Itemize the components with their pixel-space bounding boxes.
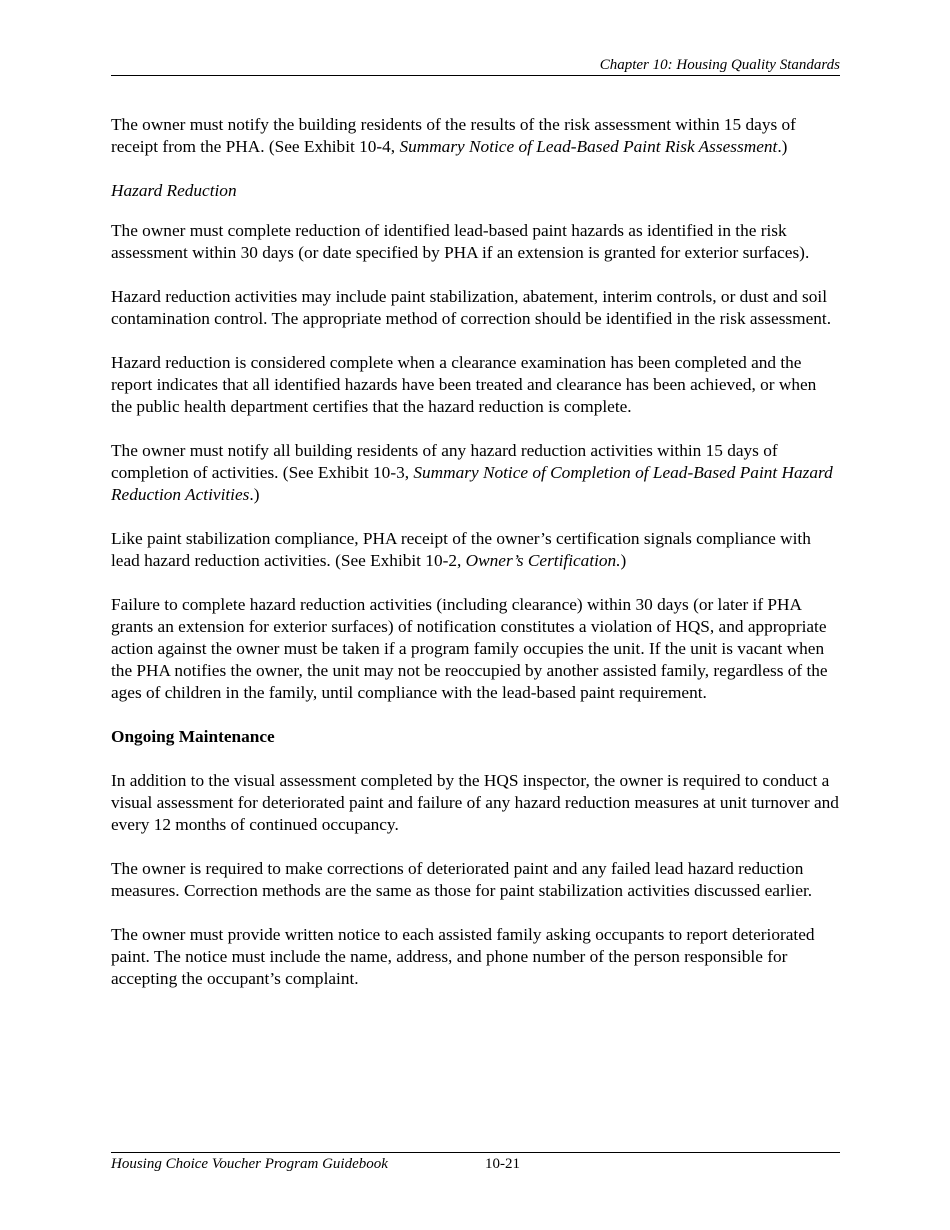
paragraph-corrections: The owner is required to make corrections of deteriorated paint and any failed lead hazard reduction measures. Correction methods are the same as those for paint stabilization activities discussed earlier. <box>111 859 813 900</box>
paragraph-hazard-reduction-deadline: The owner must complete reduction of identified lead-based paint hazards as identified in the risk assessment within 30 days (or date specified by PHA if an extension is granted for exterior surfaces). <box>111 221 810 262</box>
page-number: 10-21 <box>485 1156 520 1172</box>
guidebook-title: Housing Choice Voucher Program Guidebook <box>111 1156 388 1172</box>
exhibit-title: Owner’s Certification. <box>465 551 621 570</box>
paragraph-visual-assessment: In addition to the visual assessment completed by the HQS inspector, the owner is required to conduct a visual assessment for deteriorated paint and failure of any hazard reduction measures at unit turnover and every 12 months of continued occupancy. <box>111 771 839 834</box>
exhibit-title: Summary Notice of Completion of Lead-Based Paint Hazard Reduction Activities <box>111 463 833 504</box>
chapter-title: Chapter 10: Housing Quality Standards <box>599 57 840 73</box>
section-heading-hazard-reduction: Hazard Reduction <box>111 181 237 200</box>
paragraph-text: The owner must notify all building residents of any hazard reduction activities within 15 days of completion of activities. (See Exhibit 10-3, <box>111 441 778 482</box>
paragraph-written-notice: The owner must provide written notice to each assisted family asking occupants to report deteriorated paint. The notice must include the name, address, and phone number of the person responsible for accepting the occupant’s complaint. <box>111 925 815 988</box>
paragraph-hazard-reduction-complete: Hazard reduction is considered complete when a clearance examination has been completed and the report indicates that all identified hazards have been treated and clearance has been achieved, or when the public health department certifies that the hazard reduction is complete. <box>111 353 817 416</box>
paragraph-tail: ) <box>620 551 627 570</box>
paragraph-tail: .) <box>777 137 788 156</box>
exhibit-title: Summary Notice of Lead-Based Paint Risk Assessment <box>399 137 778 156</box>
page-header <box>111 55 840 76</box>
paragraph-risk-assessment-notice <box>111 114 840 158</box>
page-body <box>111 114 840 1012</box>
paragraph-hazard-reduction-activities: Hazard reduction activities may include paint stabilization, abatement, interim controls, or dust and soil contamination control. The appropriate method of correction should be identified in the risk assessment. <box>111 287 832 328</box>
paragraph-owner-certification <box>111 528 840 572</box>
section-heading-ongoing-maintenance: Ongoing Maintenance <box>111 727 275 746</box>
paragraph-text: Like paint stabilization compliance, PHA receipt of the owner’s certification signals compliance with lead hazard reduction activities. (See Exhibit 10-2, <box>111 529 811 570</box>
paragraph-failure-to-complete: Failure to complete hazard reduction activities (including clearance) within 30 days (or later if PHA grants an extension for exterior surfaces) of notification constitutes a violation of HQS, and appropriate action against the owner must be taken if a program family occupies the unit. If the unit is vacant when the PHA notifies the owner, the unit may not be reoccupied by another assisted family, regardless of the ages of children in the family, until compliance with the lead-based paint requirement. <box>111 595 828 702</box>
paragraph-completion-notice <box>111 440 840 506</box>
paragraph-tail: .) <box>249 485 260 504</box>
page-footer <box>111 1152 840 1178</box>
paragraph-text: The owner must notify the building residents of the results of the risk assessment within 15 days of receipt from the PHA. (See Exhibit 10-4, <box>111 115 796 156</box>
